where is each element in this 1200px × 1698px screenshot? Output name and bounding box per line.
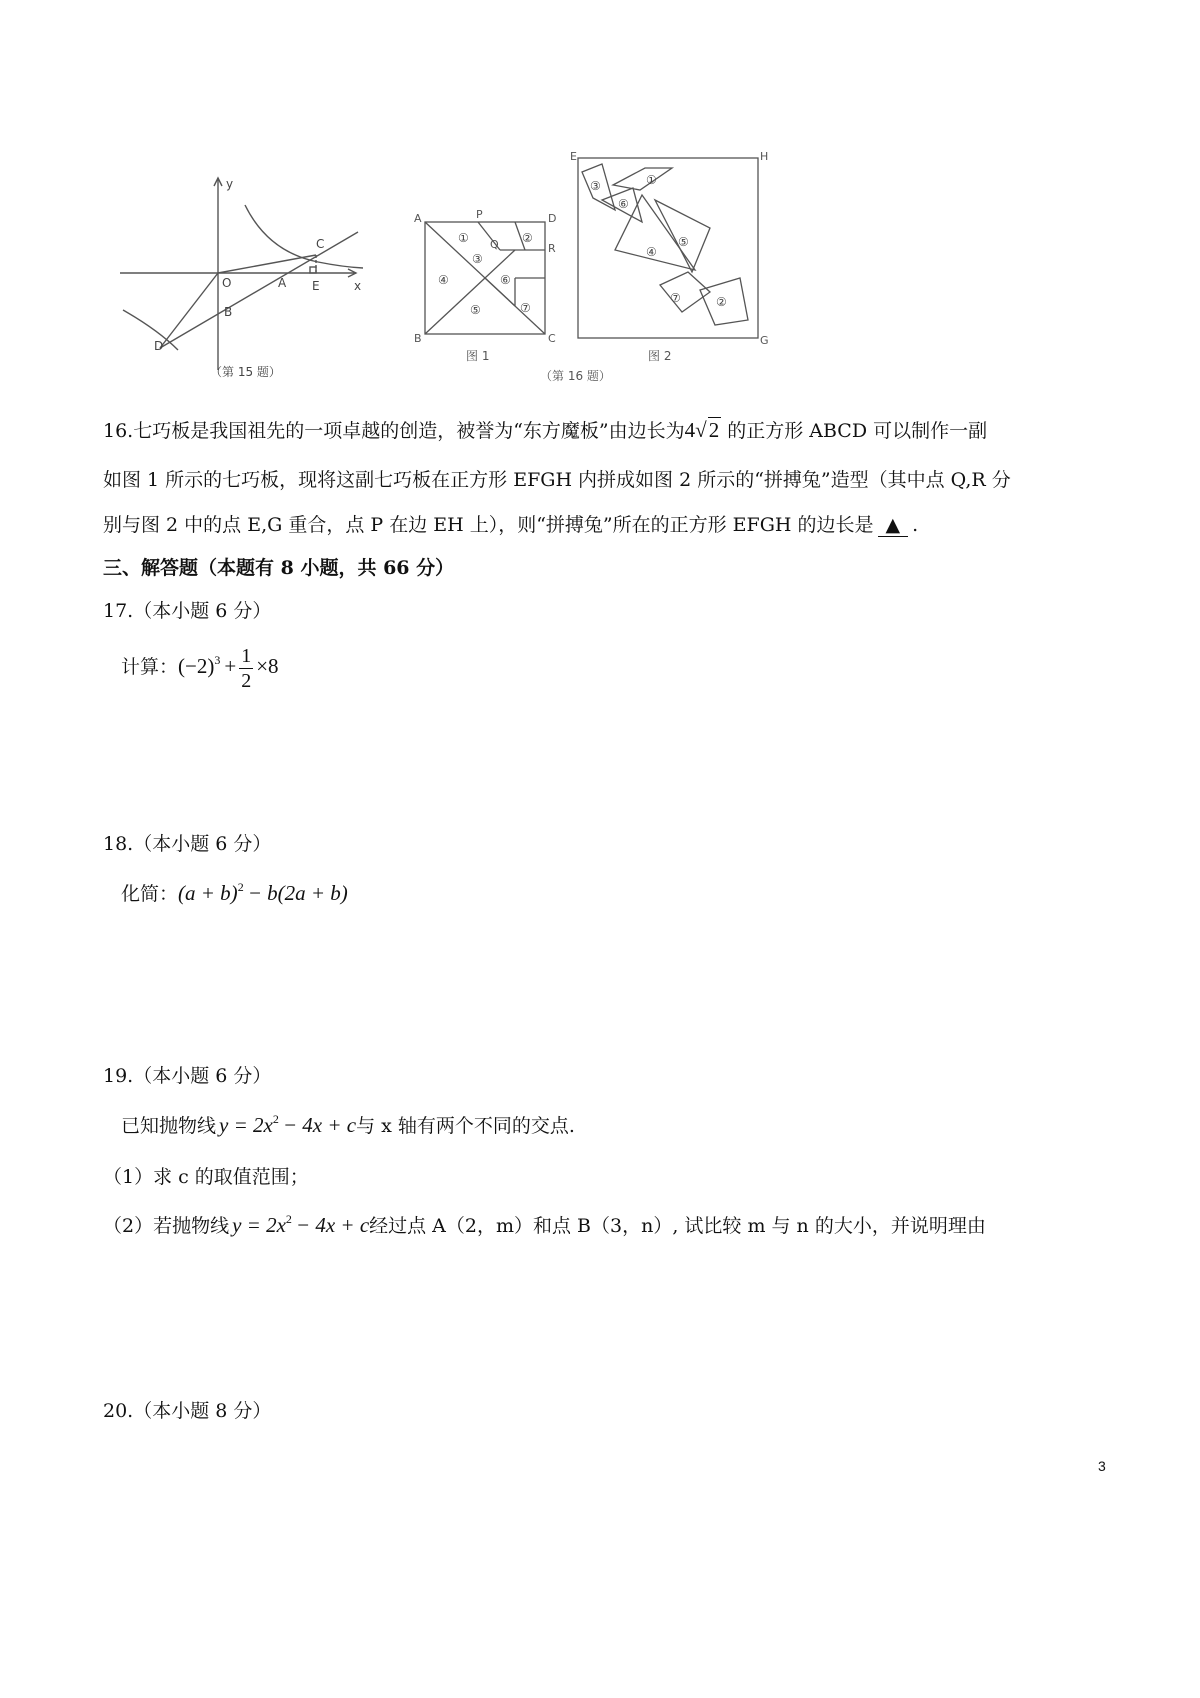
fig16-label-H: H (760, 150, 769, 163)
piece2-7: ⑦ (670, 291, 681, 305)
fig16-label-B: B (414, 332, 422, 345)
fig15-caption: （第 15 题） (210, 365, 281, 379)
q16-line3-a: 别与图 2 中的点 E,G 重合，点 P 在边 EH 上），则“拼搏兔”所在的正方形 EFGH 的边长是 (103, 514, 874, 536)
q17-exp: 3 (214, 653, 221, 667)
fig16-label-Q: Q (490, 238, 499, 251)
page-number: 3 (1098, 1458, 1106, 1474)
q16-line1-b: 的正方形 ABCD 可以制作一副 (727, 420, 988, 442)
fig16-caption: （第 16 题） (540, 369, 611, 383)
q16-line2: 如图 1 所示的七巧板，现将这副七巧板在正方形 EFGH 内拼成如图 2 所示的“拼搏兔”造型（其中点 Q,R 分 (103, 469, 1011, 491)
q16-line1-a: 16.七巧板是我国祖先的一项卓越的创造，被誉为“东方魔板”由边长为 (103, 420, 685, 442)
fig16-label-A: A (414, 212, 422, 225)
q18-rest: − b(2a + b) (247, 881, 348, 905)
q19-part2-formula-b: − 4x + c (295, 1213, 370, 1237)
q19-formula-b: − 4x + c (282, 1113, 357, 1137)
figure-16 (410, 150, 780, 385)
q17-times: ×8 (256, 654, 279, 678)
fig15-label-C: C (316, 237, 325, 251)
q17-den: 2 (241, 669, 252, 692)
piece-1: ① (458, 231, 469, 245)
q19-part2-b: 经过点 A（2，m）和点 B（3，n）, 试比较 m 与 n 的大小，并说明理由 (369, 1215, 986, 1237)
q20-header: 20.（本小题 8 分） (103, 1400, 272, 1422)
figure-15 (118, 170, 368, 385)
q16-coef: 4 (684, 418, 696, 442)
fig15-label-y: y (226, 177, 234, 191)
fig16-label-R: R (548, 242, 556, 255)
fig16-label-D: D (548, 212, 557, 225)
piece-4: ④ (438, 273, 449, 287)
q19-part2-a: （2）若抛物线 (103, 1215, 230, 1237)
q19-part2-formula-a: y = 2x (232, 1213, 286, 1237)
piece2-3: ③ (590, 179, 601, 193)
q16-line1: 16.七巧板是我国祖先的一项卓越的创造，被誉为“东方魔板”由边长为4√2 的正方形 ABCD 可以制作一副 (103, 418, 988, 442)
q19-formula-a: y = 2x (219, 1113, 273, 1137)
fig16-label-E: E (570, 150, 577, 163)
q17-num: 1 (241, 644, 252, 667)
fig15-label-B: B (224, 305, 233, 319)
piece-6: ⑥ (500, 273, 511, 287)
q19-part2-formula-exp: 2 (285, 1212, 292, 1226)
q19-part2 (103, 1211, 986, 1238)
piece-2: ② (522, 231, 533, 245)
q19-part1: （1）求 c 的取值范围； (103, 1166, 309, 1188)
piece-7: ⑦ (520, 301, 531, 315)
q19-intro-a: 已知抛物线 (121, 1115, 217, 1137)
piece2-6: ⑥ (618, 197, 629, 211)
fig15-label-A: A (278, 276, 287, 290)
piece2-2: ② (716, 295, 727, 309)
fig15-label-x: x (354, 279, 362, 293)
piece-3: ③ (472, 252, 483, 266)
q16-answer-blank: ▲ (878, 514, 909, 537)
q19-intro (121, 1111, 575, 1138)
q16-line3-end: . (912, 514, 919, 536)
fig16-label-G: G (760, 334, 769, 347)
q17-fraction (239, 644, 253, 693)
q16-radicand: 2 (708, 418, 720, 442)
q16-line3 (103, 510, 918, 537)
q19-intro-b: 与 x 轴有两个不同的交点. (356, 1115, 575, 1137)
q19-formula-exp: 2 (272, 1112, 279, 1126)
q17-plus: + (224, 654, 237, 678)
q19-header: 19.（本小题 6 分） (103, 1065, 272, 1087)
q17-header: 17.（本小题 6 分） (103, 600, 272, 622)
piece2-4: ④ (646, 245, 657, 259)
q17-base: (−2) (178, 654, 215, 678)
q18-expression (121, 879, 348, 906)
q18-exp: 2 (237, 880, 244, 894)
piece2-5: ⑤ (678, 235, 689, 249)
fig15-label-O: O (222, 276, 232, 290)
piece2-1: ① (646, 173, 657, 187)
fig16-label-P: P (476, 208, 483, 221)
q18-a-part: (a + b) (178, 881, 238, 905)
fig15-label-D: D (154, 339, 164, 353)
q17-expression (121, 636, 279, 693)
fig16-caption-fig1: 图 1 (466, 349, 490, 363)
q17-label: 计算： (121, 656, 179, 678)
q18-label: 化简： (121, 883, 179, 905)
fig15-label-E: E (312, 279, 320, 293)
piece-5: ⑤ (470, 303, 481, 317)
fig16-caption-fig2: 图 2 (648, 349, 672, 363)
section3-title: 三、解答题（本题有 8 小题，共 66 分） (103, 557, 455, 579)
fig16-label-C: C (548, 332, 556, 345)
q18-header: 18.（本小题 6 分） (103, 833, 272, 855)
